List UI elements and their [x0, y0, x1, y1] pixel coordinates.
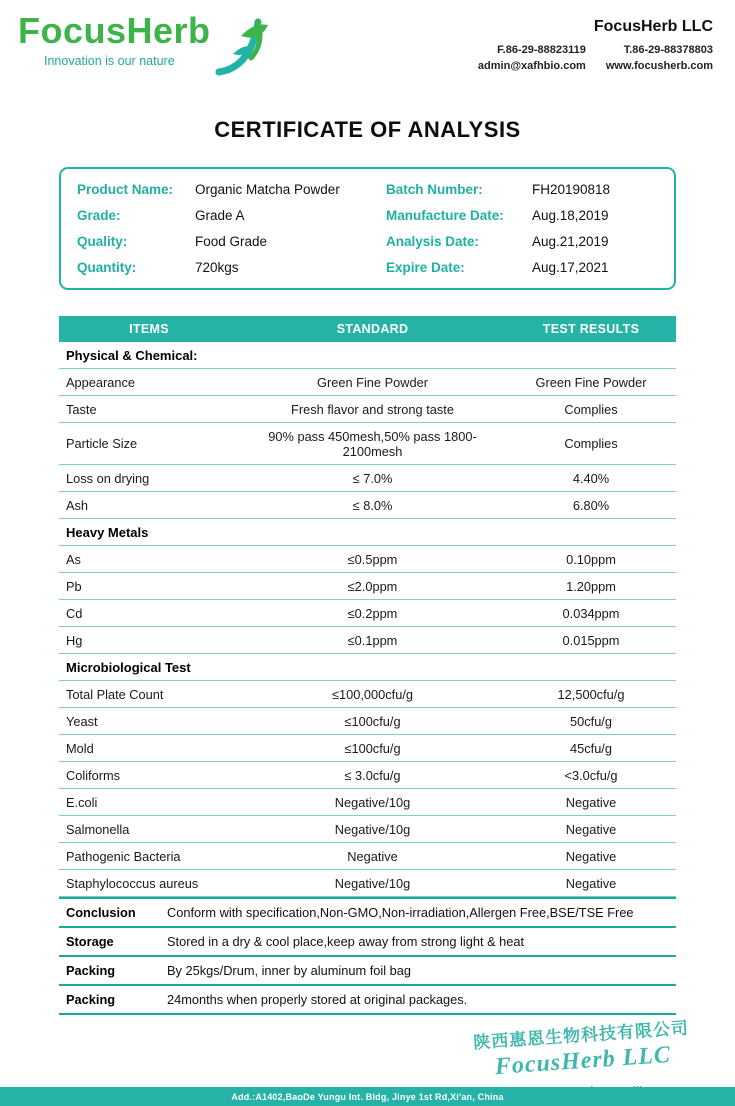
logo-text: FocusHerb — [18, 10, 211, 51]
info-value: Grade A — [195, 208, 245, 223]
shelf-life-row: Packing 24months when properly stored at original packages. — [59, 984, 676, 1015]
packing-row: Packing By 25kgs/Drum, inner by aluminum foil bag — [59, 955, 676, 984]
address-text: Add.:A1402,BaoDe Yungu Int. Bldg, Jinye 1st Rd,Xi'an, China — [231, 1091, 504, 1102]
analysis-table — [59, 316, 676, 897]
info-value: FH20190818 — [532, 182, 611, 197]
table-header-row — [59, 316, 676, 342]
table-row: Particle Size 90% pass 450mesh,50% pass 1800-2100mesh Complies — [59, 423, 676, 465]
table-row: Ash ≤ 8.0% 6.80% — [59, 492, 676, 519]
info-value: Aug.18,2019 — [532, 208, 609, 223]
table-row: Coliforms ≤ 3.0cfu/g <3.0cfu/g — [59, 762, 676, 789]
company-name: FocusHerb LLC — [593, 18, 713, 35]
info-value: Food Grade — [195, 234, 268, 249]
info-label: Quantity: — [77, 260, 137, 275]
column-header-test-results: TEST RESULTS — [542, 322, 640, 336]
column-header-items: ITEMS — [129, 322, 169, 336]
info-label: Batch Number: — [386, 182, 483, 197]
table-row: Loss on drying ≤ 7.0% 4.40% — [59, 465, 676, 492]
info-value: Aug.17,2021 — [532, 260, 609, 275]
tel-number: T.86-29-88378803 — [623, 44, 713, 56]
stamp-english-name: FocusHerb LLC — [494, 1041, 672, 1081]
table-row: Pb ≤2.0ppm 1.20ppm — [59, 573, 676, 600]
table-section-row: Heavy Metals — [59, 519, 676, 546]
conclusion-row: Conclusion Conform with specification,Non-GMO,Non-irradiation,Allergen Free,BSE/TSE Free — [59, 897, 676, 926]
table-row: As ≤0.5ppm 0.10ppm — [59, 546, 676, 573]
info-value: Organic Matcha Powder — [195, 182, 340, 197]
summary-rows — [59, 897, 676, 1015]
storage-row: Storage Stored in a dry & cool place,keep away from strong light & heat — [59, 926, 676, 955]
column-header-standard: STANDARD — [336, 322, 409, 336]
logo-tagline: Innovation is our nature — [44, 53, 175, 68]
header — [0, 0, 735, 87]
page-title: CERTIFICATE OF ANALYSIS — [214, 117, 521, 142]
table-row: Hg ≤0.1ppm 0.015ppm — [59, 627, 676, 654]
fax-number: F.86-29-88823119 — [497, 44, 586, 56]
table-row: Yeast ≤100cfu/g 50cfu/g — [59, 708, 676, 735]
table-section-row: Microbiological Test — [59, 654, 676, 681]
table-row: Appearance Green Fine Powder Green Fine Powder — [59, 369, 676, 396]
table-row: Total Plate Count ≤100,000cfu/g 12,500cfu/g — [59, 681, 676, 708]
info-label: Manufacture Date: — [386, 208, 504, 223]
table-row: Cd ≤0.2ppm 0.034ppm — [59, 600, 676, 627]
leaf-swoosh-icon — [213, 14, 275, 87]
company-stamp — [472, 1014, 691, 1083]
stamp-chinese-name: 陕西惠恩生物科技有限公司 — [472, 1018, 690, 1053]
table-row: Taste Fresh flavor and strong taste Complies — [59, 396, 676, 423]
table-section-row: Physical & Chemical: — [59, 342, 676, 369]
website-url: www.focusherb.com — [605, 60, 713, 72]
info-label: Quality: — [77, 234, 128, 249]
address-bar — [0, 1087, 735, 1106]
info-label: Analysis Date: — [386, 234, 480, 249]
table-row: Staphylococcus aureus Negative/10g Negative — [59, 870, 676, 897]
info-value: Aug.21,2019 — [532, 234, 609, 249]
table-row: E.coli Negative/10g Negative — [59, 789, 676, 816]
table-row: Salmonella Negative/10g Negative — [59, 816, 676, 843]
logo — [18, 12, 275, 87]
table-row: Mold ≤100cfu/g 45cfu/g — [59, 735, 676, 762]
info-label: Expire Date: — [386, 260, 465, 275]
contact-block — [478, 12, 713, 72]
product-info-box — [59, 167, 676, 290]
info-value: 720kgs — [195, 260, 239, 275]
table-row: Pathogenic Bacteria Negative Negative — [59, 843, 676, 870]
info-label: Product Name: — [77, 182, 174, 197]
info-label: Grade: — [77, 208, 121, 223]
email-address: admin@xafhbio.com — [477, 60, 586, 72]
